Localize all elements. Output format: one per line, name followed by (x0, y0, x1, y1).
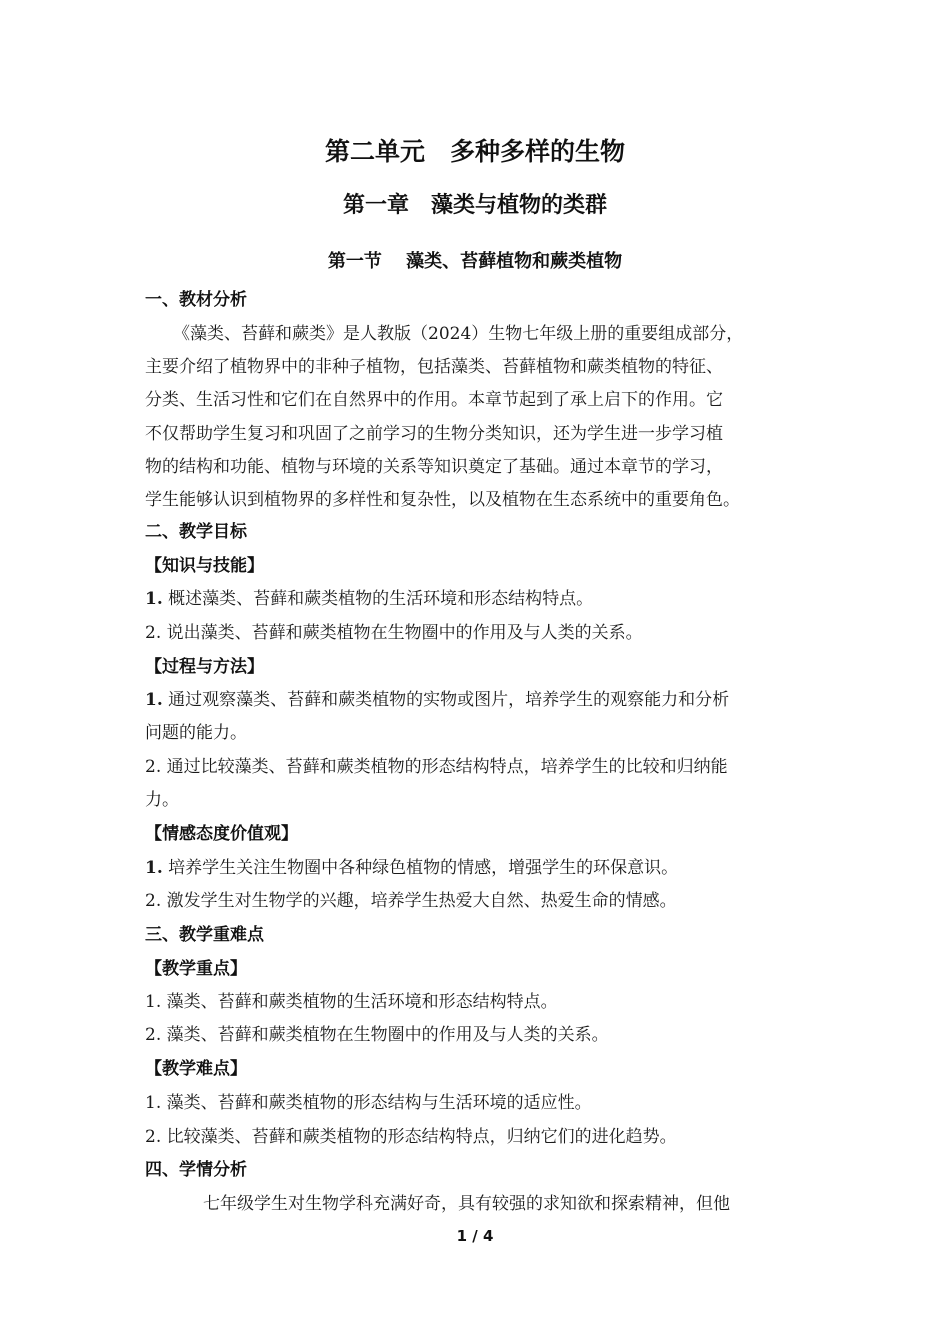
subheading-knowledge-skills: 【知识与技能】 (145, 556, 264, 576)
list-item (145, 587, 815, 611)
list-text: 藻类、苔藓和蕨类植物的形态结构与生活环境的适应性。 (166, 1093, 592, 1113)
section-title: 第一节 藻类、苔藓植物和蕨类植物 (327, 251, 623, 272)
list-number: 1. (145, 690, 163, 710)
list-number: 1. (145, 1093, 162, 1113)
list-item (145, 1091, 815, 1115)
list-number: 2. (145, 1025, 162, 1045)
list-text: 藻类、苔藓和蕨类植物在生物圈中的作用及与人类的关系。 (166, 1025, 609, 1045)
paragraph-line: 分类、生活习性和它们在自然界中的作用。本章节起到了承上启下的作用。它 (145, 390, 723, 410)
subheading-process-methods: 【过程与方法】 (145, 657, 264, 677)
list-number: 2. (145, 891, 162, 911)
list-text: 概述藻类、苔藓和蕨类植物的生活环境和形态结构特点。 (168, 589, 594, 609)
paragraph-line: 主要介绍了植物界中的非种子植物，包括藻类、苔藓植物和蕨类植物的特征、 (145, 357, 723, 377)
list-number: 1. (145, 992, 162, 1012)
subheading-difficult-points: 【教学难点】 (145, 1059, 247, 1079)
list-item (145, 1023, 815, 1047)
list-item-continuation: 力。 (145, 790, 179, 810)
paragraph-line: 不仅帮助学生复习和巩固了之前学习的生物分类知识，还为学生进一步学习植 (145, 424, 723, 444)
list-number: 2. (145, 757, 162, 777)
list-item (145, 990, 815, 1014)
list-text: 通过比较藻类、苔藓和蕨类植物的形态结构特点，培养学生的比较和归纳能 (166, 757, 728, 777)
heading-textbook-analysis: 一、教材分析 (145, 290, 247, 310)
subheading-attitudes-values: 【情感态度价值观】 (145, 824, 298, 844)
chapter-title: 第一章 藻类与植物的类群 (342, 193, 607, 218)
list-item (145, 856, 815, 880)
list-number: 2. (145, 623, 162, 643)
list-item (145, 755, 815, 779)
list-number: 1. (145, 858, 163, 878)
paragraph-line: 物的结构和功能、植物与环境的关系等知识奠定了基础。通过本章节的学习， (145, 457, 723, 477)
list-number: 1. (145, 589, 163, 609)
list-text: 比较藻类、苔藓和蕨类植物的形态结构特点，归纳它们的进化趋势。 (166, 1127, 677, 1147)
list-item-continuation: 问题的能力。 (145, 723, 247, 743)
list-text: 说出藻类、苔藓和蕨类植物在生物圈中的作用及与人类的关系。 (166, 623, 643, 643)
page-number: 1 / 4 (456, 1227, 494, 1245)
list-text: 藻类、苔藓和蕨类植物的生活环境和形态结构特点。 (166, 992, 558, 1012)
paragraph-line: 《藻类、苔藓和蕨类》是人教版（2024）生物七年级上册的重要组成部分， (173, 324, 744, 344)
paragraph-line: 七年级学生对生物学科充满好奇，具有较强的求知欲和探索精神，但他 (203, 1194, 730, 1214)
list-text: 培养学生关注生物圈中各种绿色植物的情感，增强学生的环保意识。 (168, 858, 679, 878)
list-number: 2. (145, 1127, 162, 1147)
heading-key-difficult-points: 三、教学重难点 (145, 925, 264, 945)
list-item (145, 621, 815, 645)
heading-learner-analysis: 四、学情分析 (145, 1160, 247, 1180)
list-item (145, 1125, 815, 1149)
list-text: 激发学生对生物学的兴趣，培养学生热爱大自然、热爱生命的情感。 (166, 891, 677, 911)
paragraph-line: 学生能够认识到植物界的多样性和复杂性，以及植物在生态系统中的重要角色。 (145, 490, 740, 510)
list-item (145, 889, 815, 913)
unit-title: 第二单元 多种多样的生物 (324, 137, 625, 166)
subheading-key-points: 【教学重点】 (145, 959, 247, 979)
heading-teaching-goals: 二、教学目标 (145, 522, 247, 542)
list-text: 通过观察藻类、苔藓和蕨类植物的实物或图片，培养学生的观察能力和分析 (168, 690, 730, 710)
list-item (145, 688, 815, 712)
